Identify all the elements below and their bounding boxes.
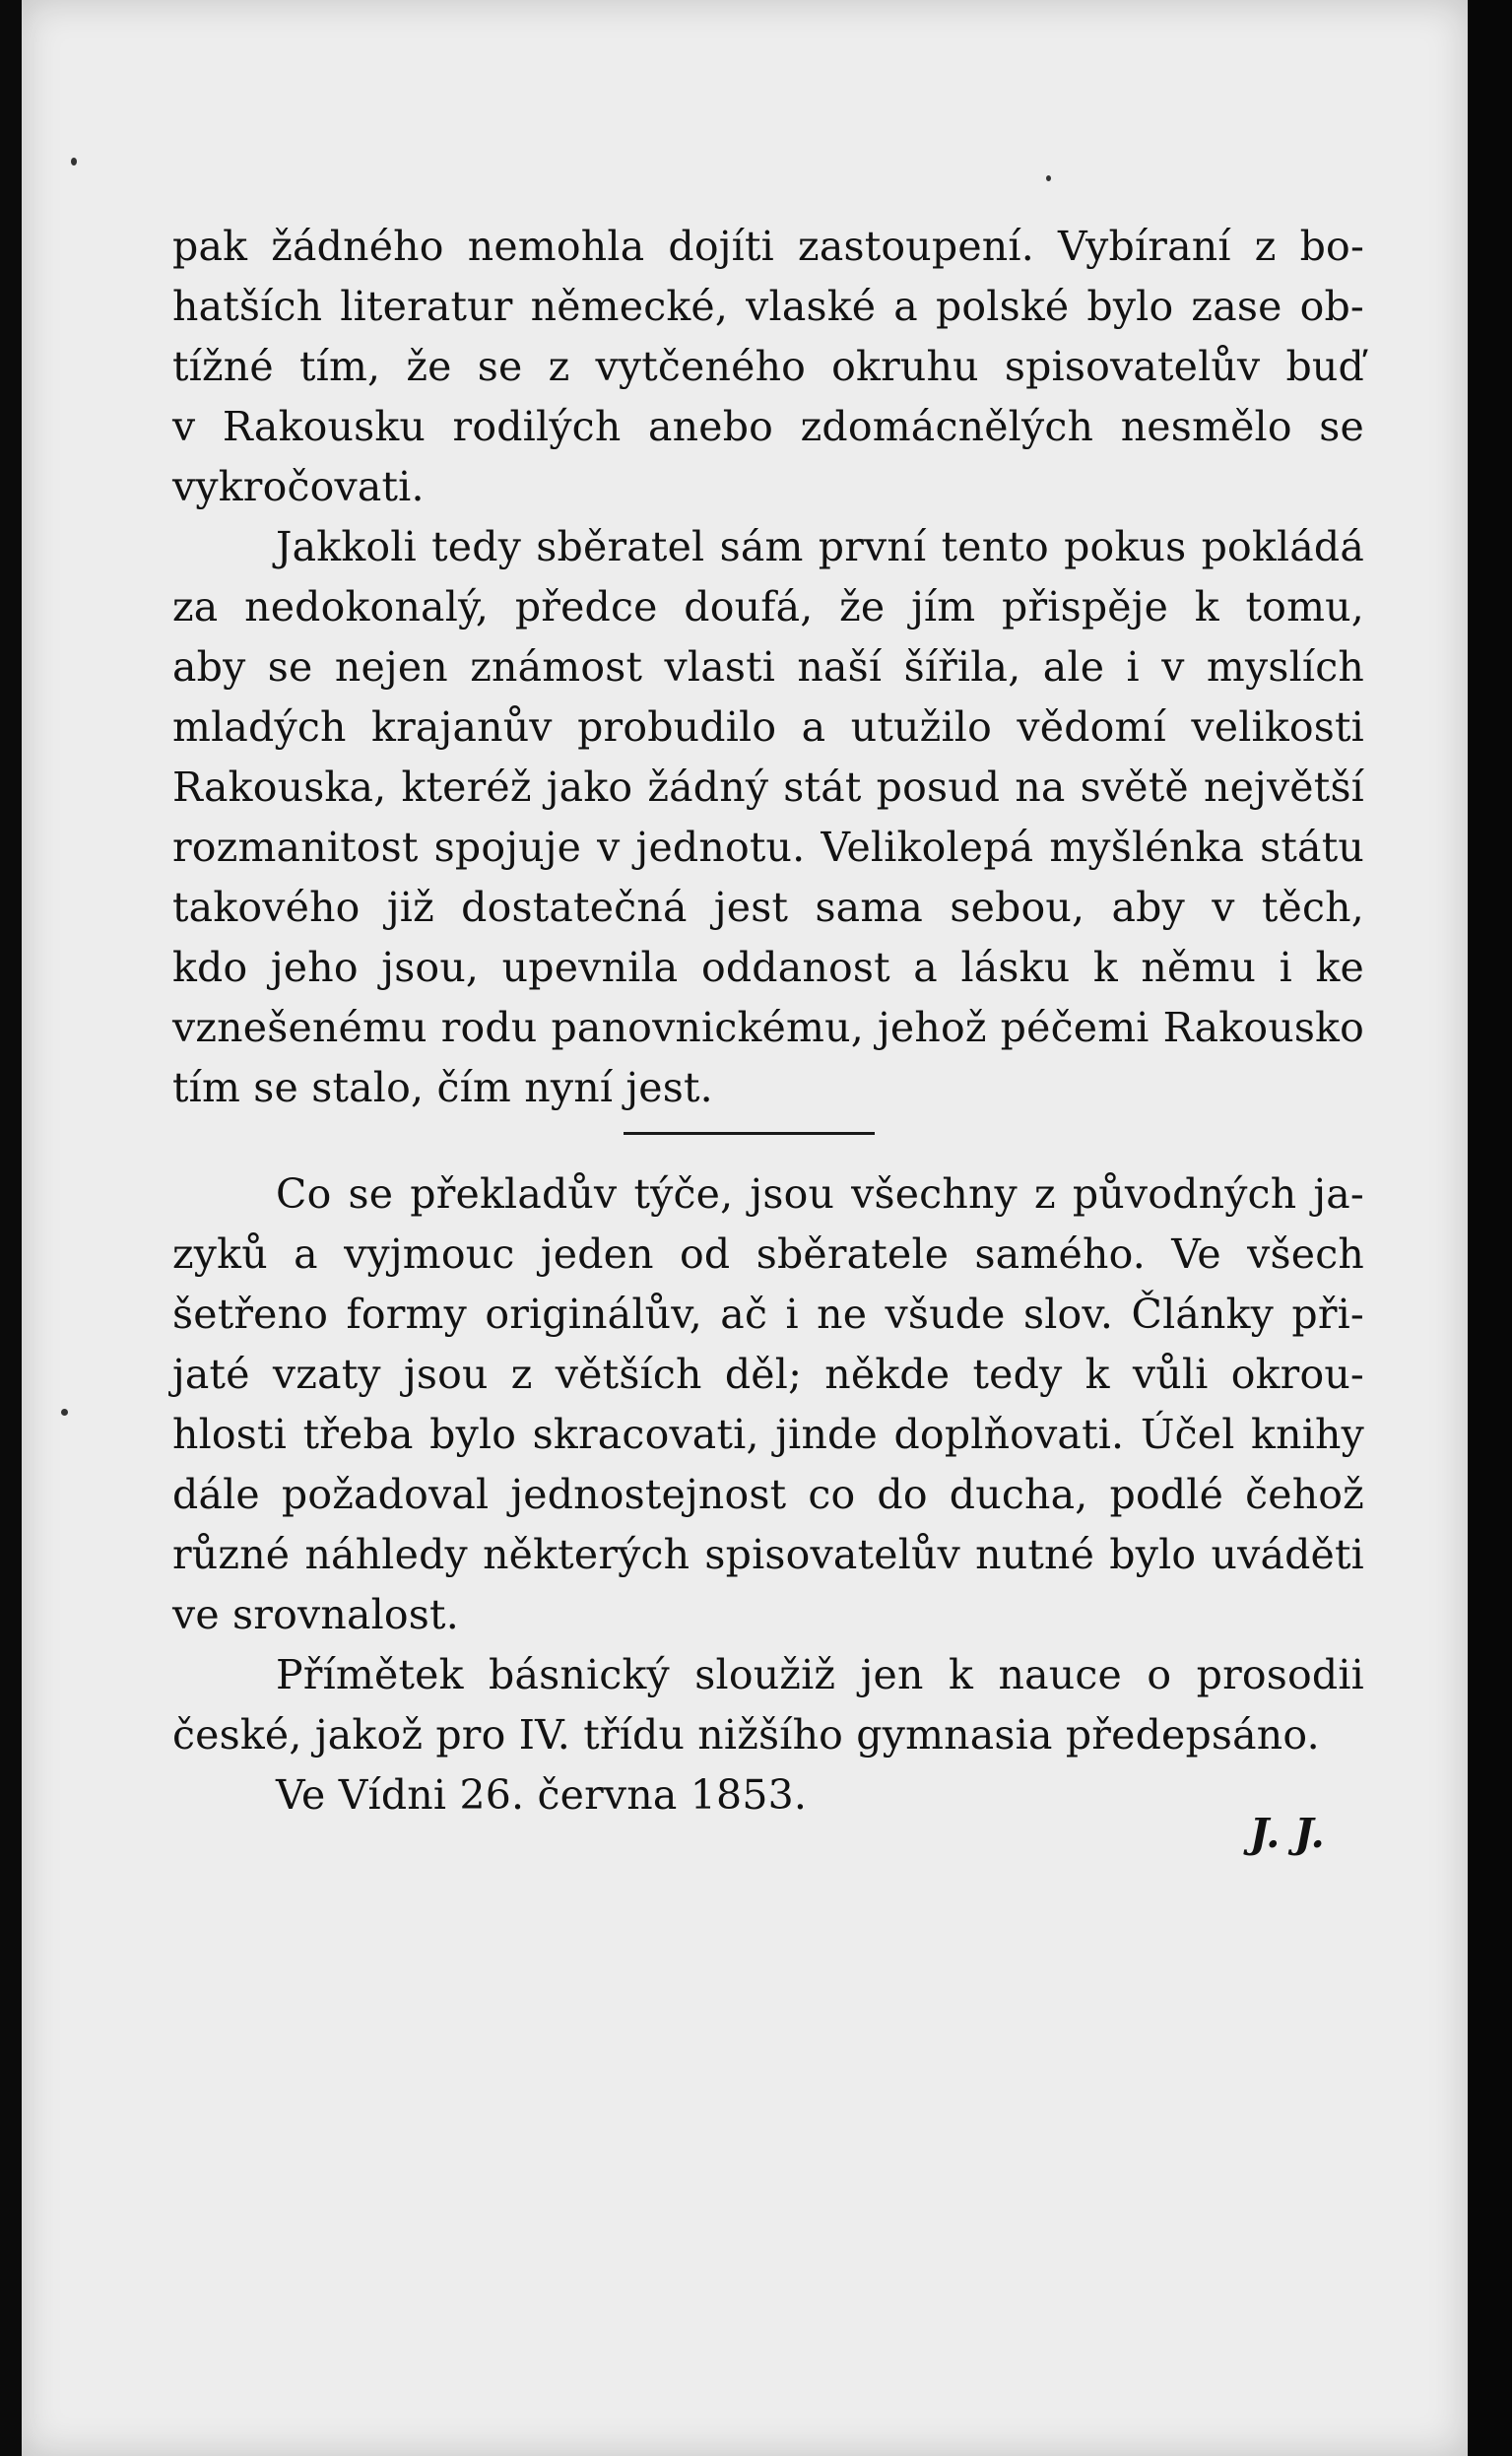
text-line: tím se stalo, čím nyní jest. <box>172 1064 713 1111</box>
date-line: Ve Vídni 26. června 1853. <box>276 1771 808 1819</box>
text-line: dále požadoval jednostejnost co do ducha, podlé čehož <box>172 1471 1364 1518</box>
paragraph-continued <box>172 217 1364 517</box>
signature-initials: J. J. <box>1249 1810 1325 1857</box>
text-line: mladých krajanův probudilo a utužilo vědomí velikosti <box>172 703 1364 751</box>
text-line: v Rakousku rodilých anebo zdomácnělých nesmělo se <box>172 403 1364 450</box>
text-line: Co se překladův týče, jsou všechny z původných ja- <box>276 1170 1364 1218</box>
text-line: vznešenému rodu panovnickému, jehož péčemi Rakousko <box>172 1004 1364 1051</box>
paragraph-purpose <box>172 517 1364 1118</box>
text-line: takového již dostatečná jest sama sebou, aby v těch, <box>172 884 1364 931</box>
paragraph-translations <box>172 1164 1364 1645</box>
text-line: Jakkoli tedy sběratel sám první tento pokus pokládá <box>276 523 1364 570</box>
text-line: hlosti třeba bylo skracovati, jinde doplňovati. Účel knihy <box>172 1411 1364 1458</box>
text-line: hatších literatur německé, vlaské a polské bylo zase ob- <box>172 283 1364 330</box>
text-line: tížné tím, že se z vytčeného okruhu spisovatelův buď <box>172 343 1364 390</box>
text-line: pak žádného nemohla dojíti zastoupení. Vybíraní z bo- <box>172 223 1364 270</box>
text-line: rozmanitost spojuje v jednotu. Velikolepá myšlénka státu <box>172 824 1364 871</box>
text-line: kdo jeho jsou, upevnila oddanost a lásku k němu i ke <box>172 944 1364 991</box>
text-line: jaté vzaty jsou z větších děl; někde tedy k vůli okrou- <box>172 1351 1364 1398</box>
text-line: aby se nejen známost vlasti naší šířila, ale i v myslích <box>172 643 1364 691</box>
paper-speck <box>61 1409 68 1416</box>
text-line: různé náhledy některých spisovatelův nutné bylo uváděti <box>172 1531 1364 1578</box>
paper-speck <box>1046 175 1051 181</box>
text-line: ve srovnalost. <box>172 1591 459 1638</box>
paper-speck <box>71 158 77 166</box>
text-line: zyků a vyjmouc jeden od sběratele samého. Ve všech <box>172 1230 1364 1278</box>
paragraph-prosody <box>172 1645 1364 1765</box>
book-spine-edge <box>1468 0 1512 2456</box>
text-line: za nedokonalý, předce doufá, že jím přispěje k tomu, <box>172 583 1364 631</box>
section-divider <box>624 1132 875 1135</box>
text-line: vykročovati. <box>172 463 425 510</box>
text-line: šetřeno formy originálův, ač i ne všude slov. Články při- <box>172 1291 1364 1338</box>
text-line: Rakouska, kteréž jako žádný stát posud na světě největší <box>172 763 1364 811</box>
text-line: Přímětek básnický sloužiž jen k nauce o prosodii <box>276 1651 1364 1698</box>
page-text <box>172 217 1364 1864</box>
text-line: české, jakož pro IV. třídu nižšího gymnasia předepsáno. <box>172 1711 1320 1759</box>
